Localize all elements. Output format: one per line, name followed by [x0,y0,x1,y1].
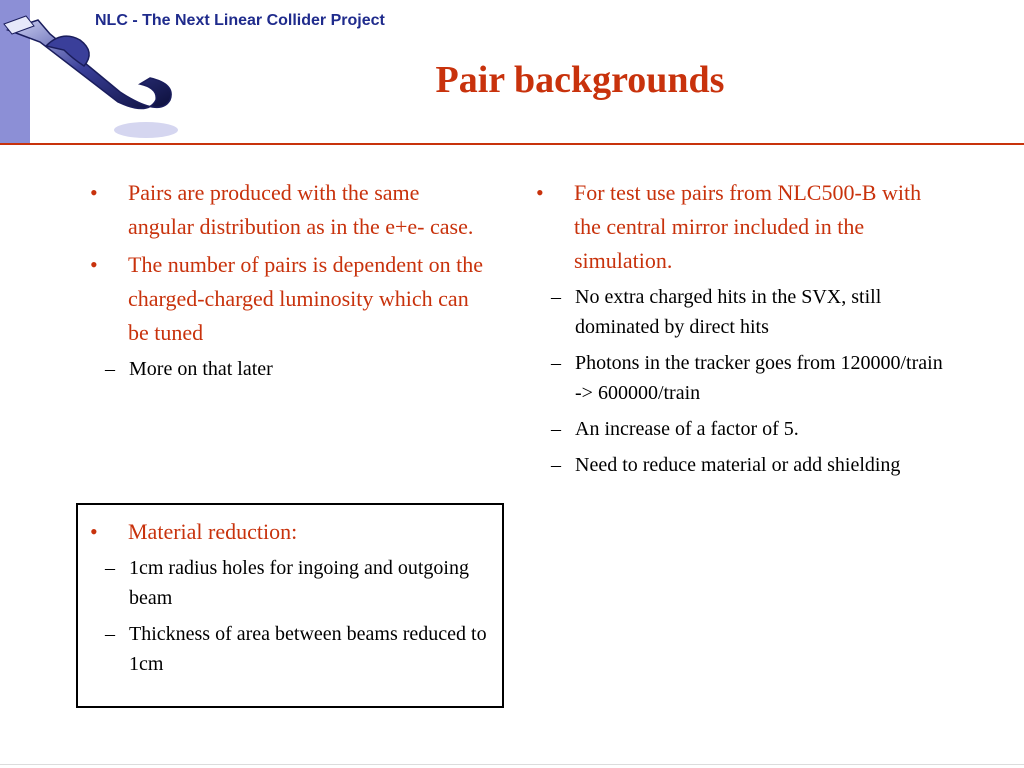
bullet-text: Pairs are produced with the same angular distribution as in the e+e- case. [128,180,474,239]
bullet-text: Material reduction: [128,519,298,544]
sub-bullet-marker: – [551,352,561,374]
bullet-marker: • [90,519,98,544]
sub-bullet-item [84,619,488,679]
slide-title: Pair backgrounds [435,59,725,101]
bullet-item [84,248,484,350]
sub-bullet-text: More on that later [129,358,273,380]
sub-bullet-marker: – [551,454,561,476]
sub-bullet-item [84,354,484,384]
title-divider [0,143,1024,145]
sub-bullet-text: Photons in the tracker goes from 120000/train -> 600000/train [575,352,943,404]
sub-bullet-item [530,414,950,444]
bullet-marker: • [90,252,98,277]
sub-bullet-text: Need to reduce material or add shielding [575,454,901,476]
bullet-item [84,515,488,549]
sub-bullet-marker: – [551,418,561,440]
sub-bullet-item [84,553,488,613]
sub-bullet-text: An increase of a factor of 5. [575,418,799,440]
right-column [530,176,950,486]
bullet-marker: • [536,180,544,205]
sub-bullet-marker: – [105,623,115,645]
bullet-marker: • [90,180,98,205]
sub-bullet-item [530,282,950,342]
sub-bullet-marker: – [105,358,115,380]
sub-bullet-text: 1cm radius holes for ingoing and outgoing beam [129,557,469,609]
project-title: NLC - The Next Linear Collider Project [95,12,385,29]
sub-bullet-text: No extra charged hits in the SVX, still dominated by direct hits [575,286,882,338]
left-column [84,176,484,390]
material-reduction-box [76,503,504,708]
bullet-item [530,176,950,278]
sub-bullet-item [530,450,950,480]
bullet-text: The number of pairs is dependent on the charged-charged luminosity which can be tuned [128,252,483,345]
bullet-item [84,176,484,244]
sub-bullet-text: Thickness of area between beams reduced to 1cm [129,623,487,675]
sub-bullet-marker: – [551,286,561,308]
sub-bullet-marker: – [105,557,115,579]
footer-divider [0,764,1024,765]
bullet-text: For test use pairs from NLC500-B with the central mirror included in the simulation. [574,180,922,273]
sub-bullet-item [530,348,950,408]
